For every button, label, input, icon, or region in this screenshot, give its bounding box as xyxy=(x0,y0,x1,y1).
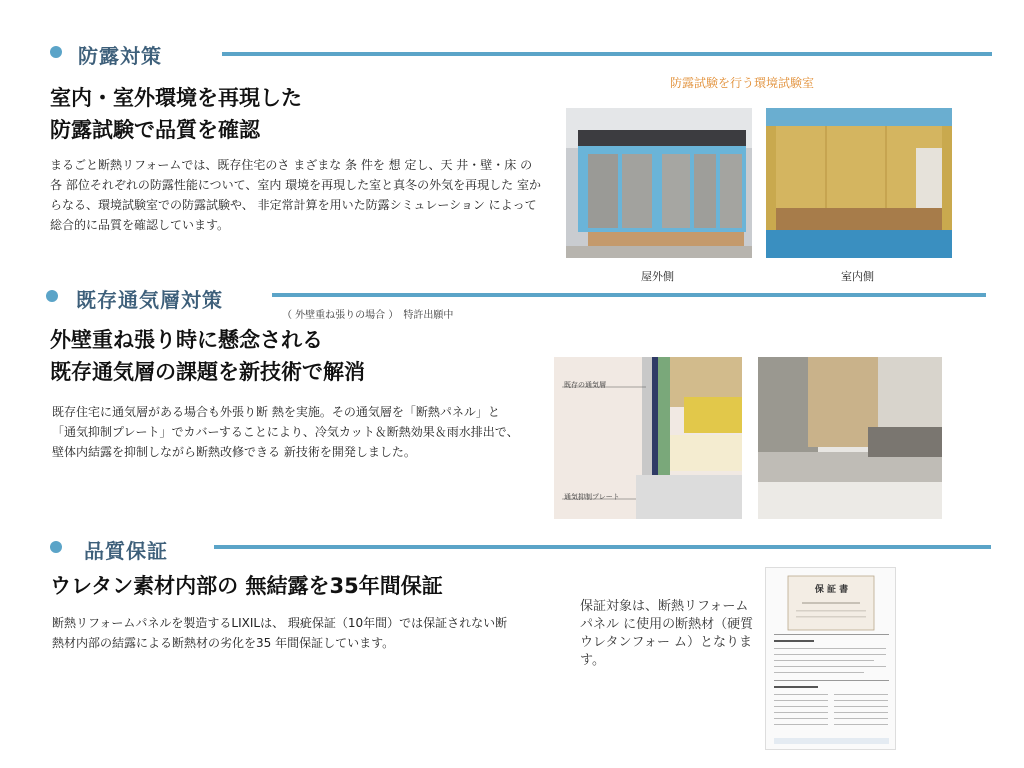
section-bullet-icon xyxy=(50,541,62,553)
headline-line-1: 室内・室外環境を再現した xyxy=(50,86,302,110)
figure-title: 防露試験を行う環境試験室 xyxy=(670,76,815,90)
headline-line-1: ウレタン素材内部の 無結露を35年間保証 xyxy=(50,574,443,598)
section-body-text: まるごと断熱リフォームでは、既存住宅のさ まざまな 条 件を 想 定し、天 井・壁・床 の 各 部位それぞれの防露性能について、室内 環境を再現した室と真冬の外気を再現した 室からなる、環境試験室での防露試験や、 非定常計算を用いた防露シミュレーション によって総合的に品質を確認しています。 xyxy=(50,158,541,232)
section-title-warranty: 品質保証 xyxy=(84,539,168,563)
caption-outdoor: 屋外側 xyxy=(641,270,674,283)
caption-indoor: 室内側 xyxy=(841,270,874,283)
section-divider xyxy=(222,52,992,56)
section-title-condensation: 防露対策 xyxy=(78,44,162,68)
warranty-certificate-image xyxy=(765,567,896,750)
headline-line-1: 外壁重ね張り時に懸念される xyxy=(50,328,323,352)
indoor-chamber-photo xyxy=(766,108,952,258)
certificate-title: 保 証 書 xyxy=(814,585,849,595)
section-divider xyxy=(272,293,986,297)
headline-line-2: 防露試験で品質を確認 xyxy=(50,118,260,142)
diagram-label-plate: 通気抑制プレート xyxy=(564,493,620,501)
section-bullet-icon xyxy=(46,290,58,302)
headline-line-2: 既存通気層の課題を新技術で解消 xyxy=(50,360,365,384)
outdoor-chamber-photo xyxy=(566,108,752,258)
section-title-ventilation: 既存通気層対策 xyxy=(76,288,223,312)
patent-note: （ 外壁重ね張りの場合 ） 特許出願中 xyxy=(282,310,454,321)
warranty-side-note: 保証対象は、断熱リフォームパネル に使用の断熱材（硬質ウレタンフォー ム）となります。 xyxy=(580,599,754,668)
wall-3d-illustration xyxy=(758,357,942,519)
section-divider xyxy=(214,545,991,549)
section-body-text: 既存住宅に通気層がある場合も外張り断 熱を実施。その通気層を「断熱パネル」と 「通気抑制プレート」でカバーすることにより、冷気カット＆断熱効果＆雨水排出で、 壁体内結露を抑制しながら断熱改修できる 新技術を開発しました。 xyxy=(52,405,519,459)
section-bullet-icon xyxy=(50,46,62,58)
section-body-text: 断熱リフォームパネルを製造するLIXILは、 瑕疵保証（10年間）では保証されない断 熱材内部の結露による断熱材の劣化を35 年間保証しています。 xyxy=(52,616,508,650)
diagram-label-vent-layer: 既存の通気層 xyxy=(564,381,606,389)
